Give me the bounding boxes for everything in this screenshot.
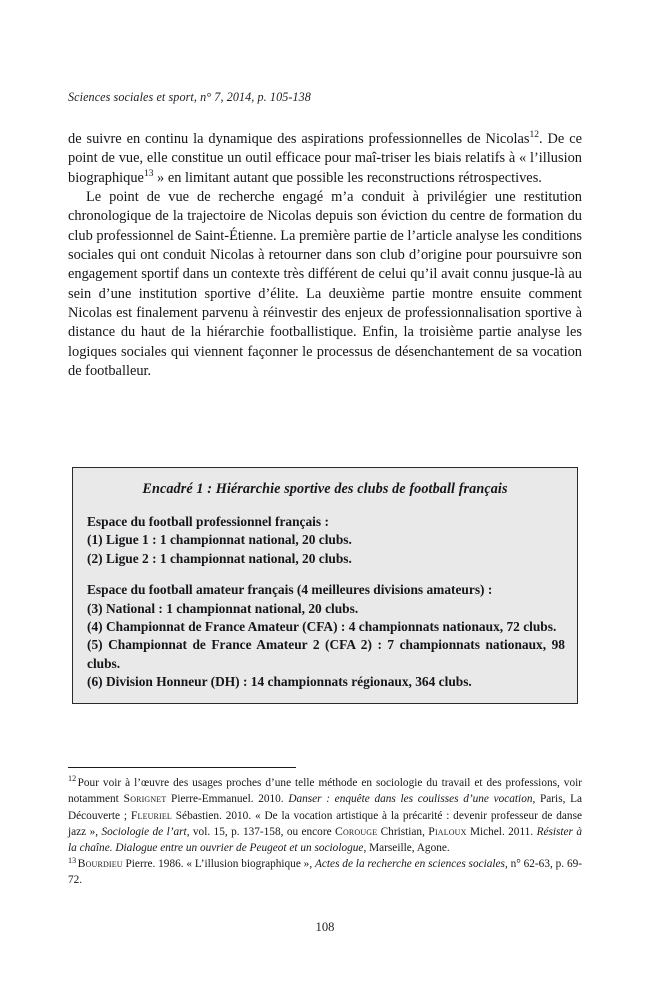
footnote-text <box>68 855 583 886</box>
footnote-run-roman: Sébastien. 2010. « De la vocation artistique à la précarité : devenir professeur de danse jazz », <box>68 809 582 839</box>
paragraph-continuation <box>68 130 582 188</box>
paragraph-1-segment-middle: . De ce point de vue, elle constitue un outil efficace pour maî-triser les biais relatifs à « l’illusion biographique <box>68 131 582 186</box>
encadre-item: (5) Championnat de France Amateur 2 (CFA 2) : 7 championnats nationaux, 98 clubs. <box>87 637 565 671</box>
encadre-item: (4) Championnat de France Amateur (CFA) : 4 championnats nationaux, 72 clubs. <box>87 619 557 635</box>
encadre-group-heading: Espace du football professionnel français : <box>87 514 329 529</box>
encadre-group-heading: Espace du football amateur français (4 meilleures divisions amateurs) : <box>87 582 493 598</box>
encadre-item: (2) Ligue 2 : 1 championnat national, 20 clubs. <box>87 550 352 566</box>
footnote-run-roman: , n° 62-63, p. 69-72. <box>68 858 583 886</box>
encadre-item: (1) Ligue 1 : 1 championnat national, 20 clubs. <box>87 532 352 548</box>
footnote-run-smallcaps: Bourdieu <box>77 857 123 871</box>
running-head: Sciences sociales et sport, n° 7, 2014, p. 105-138 <box>68 90 311 104</box>
footnote-run-smallcaps: Sorignet <box>123 792 167 806</box>
footnote-run-roman: Pierre-Emmanuel. 2010. <box>166 793 289 806</box>
footnote-run-roman: , vol. 15, p. 137-158, ou encore <box>186 826 336 839</box>
footnote-run-italic: Actes de la recherche en sciences sociales <box>315 858 505 871</box>
footnote-separator-rule <box>68 767 296 768</box>
footnote-run-roman: Pour voir à l’œuvre des usages proches d’une telle méthode en sociologie du travail et des professions, voir notamment <box>68 777 582 806</box>
encadre-item: (6) Division Honneur (DH) : 14 championnats régionaux, 364 clubs. <box>87 674 472 690</box>
main-text-column <box>68 130 582 381</box>
footnote-13 <box>68 856 582 888</box>
footnote-run-smallcaps: Pialoux <box>428 825 467 839</box>
paragraph-research-viewpoint: Le point de vue de recherche engagé m’a conduit à privilégier une restitution chronologique de la trajectoire de Nicolas depuis son éviction du centre de formation du club professionnel de Saint-Étienne. La première partie de l’article analyse les conditions sociales qui ont conduit Nicolas à retourner dans son club d’origine pour poursuivre son engagement sportif dans un contexte très différent de celui qu’il avait connu jusque-là au sein d’une institution sportive d’élite. La deuxième partie montre ensuite comment Nicolas est finalement parvenu à réinvestir des enjeux de professionnalisation sportive à distance du haut de la hiérarchie footballistique. Enfin, la troisième partie analyse les logiques sociales qui viennent façonner le processus de désenchantement de sa vocation de footballeur. <box>68 189 582 380</box>
footnotes-area <box>68 776 582 888</box>
footnote-marker: 12 <box>68 774 77 784</box>
encadre-title: Encadré 1 : Hiérarchie sportive des clubs de football français <box>142 481 508 497</box>
footnote-run-roman: Pierre. 1986. « L’illusion biographique », <box>122 858 315 871</box>
footnote-run-smallcaps: Corouge <box>335 825 378 839</box>
paragraph-1-segment-after-fn13: » en limitant autant que possible les reconstructions rétrospectives. <box>153 169 542 186</box>
footnote-run-italic: Résister à la chaîne. Dialogue entre un ouvrier de Peugeot et un sociologue <box>68 826 583 854</box>
footnote-run-roman: Michel. 2011. <box>466 826 537 839</box>
encadre-box <box>72 467 578 704</box>
page-number: 108 <box>315 920 335 934</box>
footnote-run-roman: Christian, <box>377 826 429 839</box>
footnote-text <box>68 777 582 854</box>
footnote-run-roman: , Paris, La Découverte ; <box>68 793 583 822</box>
footnote-run-italic: Danser : enquête dans les coulisses d’une vocation <box>288 793 533 806</box>
footnote-run-roman: , Marseille, Agone. <box>363 841 450 854</box>
paragraph-1-segment-before-fn12: de suivre en continu la dynamique des aspirations professionnelles de Nicolas <box>68 131 530 147</box>
footnote-ref-12[interactable]: 12 <box>529 130 540 141</box>
encadre-group-amateur <box>83 581 567 691</box>
encadre-group-professional <box>83 513 567 568</box>
footnote-12 <box>68 776 582 856</box>
footnote-ref-13[interactable]: 13 <box>143 168 154 179</box>
encadre-item: (3) National : 1 championnat national, 20 clubs. <box>87 600 359 616</box>
footnote-run-italic: Sociologie de l’art <box>101 826 187 839</box>
footnote-marker: 13 <box>68 855 77 865</box>
footnote-run-smallcaps: Fleuriel <box>130 808 172 822</box>
